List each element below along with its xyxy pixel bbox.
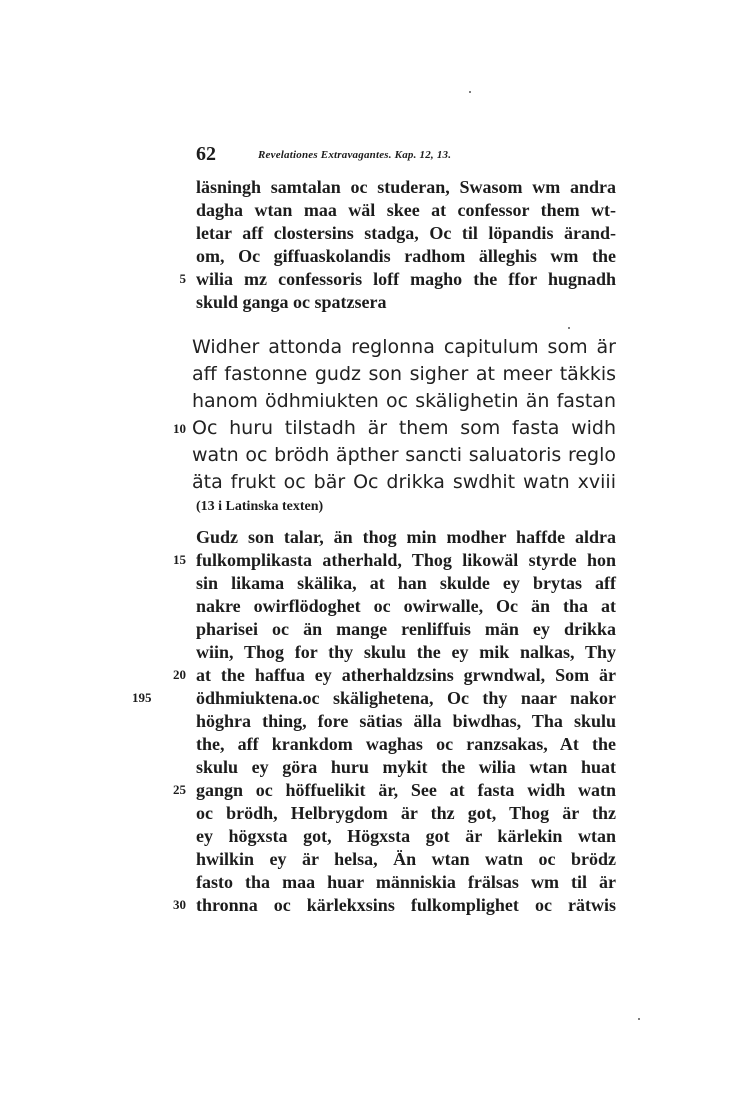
heading-line: Oc huru tilstadh är them som fasta widh bbox=[192, 417, 616, 439]
text-line: Gudz son talar, än thog min modher haffde aldra bbox=[196, 527, 616, 547]
text-line: at the haffua ey atherhaldzsins grwndwal, Som är bbox=[196, 665, 616, 685]
text-line: fasto tha maa huar människia frälsas wm til är bbox=[196, 872, 616, 892]
line-number: 25 bbox=[173, 782, 186, 797]
scan-speck bbox=[568, 327, 570, 329]
text-line: läsningh samtalan oc studeran, Swasom wm andra bbox=[196, 177, 616, 197]
text-line: the, aff krankdom waghas oc ranzsakas, At the bbox=[196, 734, 616, 754]
scan-speck bbox=[469, 91, 471, 93]
line-number: 20 bbox=[173, 667, 186, 682]
page-number: 62 bbox=[196, 143, 216, 165]
line-number: 15 bbox=[173, 552, 186, 567]
line-number: 10 bbox=[173, 421, 186, 436]
running-title: Revelationes Extravagantes. Kap. 12, 13. bbox=[258, 149, 452, 161]
text-line: thronna oc kärlekxsins fulkomplighet oc rätwis bbox=[196, 895, 616, 915]
text-line: om, Oc giffuaskolandis radhom älleghis wm the bbox=[196, 246, 616, 266]
text-line: höghra thing, fore sätias älla biwdhas, Tha skulu bbox=[196, 711, 616, 731]
heading-line: watn oc brödh äpther sancti saluatoris reglo bbox=[192, 444, 616, 466]
text-line: wilia mz confessoris loff magho the ffor hugnadh bbox=[196, 269, 616, 289]
text-line: skulu ey göra huru mykit the wilia wtan huat bbox=[196, 757, 616, 777]
text-line: sin likama skälika, at han skulde ey brytas aff bbox=[196, 573, 616, 593]
margin-reference: 195 bbox=[132, 690, 152, 705]
text-line: ödhmiuktena.oc skälighetena, Oc thy naar nakor bbox=[196, 688, 616, 708]
text-line: ey högxsta got, Högxsta got är kärlekin wtan bbox=[196, 826, 616, 846]
scan-speck bbox=[638, 1018, 640, 1020]
heading-line: aff fastonne gudz son sigher at meer täkkis bbox=[192, 363, 616, 385]
text-line: wiin, Thog for thy skulu the ey mik nalkas, Thy bbox=[196, 642, 616, 662]
text-line: skuld ganga oc spatzsera bbox=[196, 292, 387, 312]
text-line: oc brödh, Helbrygdom är thz got, Thog är thz bbox=[196, 803, 616, 823]
text-line: nakre owirflödoghet oc owirwalle, Oc än tha at bbox=[196, 596, 616, 616]
line-number: 5 bbox=[179, 271, 186, 286]
heading-line: äta frukt oc bär Oc drikka swdhit watn xviii bbox=[192, 471, 616, 493]
page-header bbox=[196, 143, 616, 167]
text-line: fulkomplikasta atherhald, Thog likowäl styrde hon bbox=[196, 550, 616, 570]
heading-line: Widher attonda reglonna capitulum som är bbox=[192, 336, 616, 358]
latin-text-note: (13 i Latinska texten) bbox=[196, 499, 324, 514]
text-line: hwilkin ey är helsa, Än wtan watn oc brödz bbox=[196, 849, 616, 869]
text-line: gangn oc höffuelikit är, See at fasta widh watn bbox=[196, 780, 616, 800]
heading-line: hanom ödhmiukten oc skälighetin än fastan bbox=[192, 390, 616, 412]
text-line: pharisei oc än mange renliffuis män ey drikka bbox=[196, 619, 616, 639]
text-line: dagha wtan maa wäl skee at confessor them wt- bbox=[196, 200, 616, 220]
text-line: letar aff clostersins stadga, Oc til löpandis ärand- bbox=[196, 223, 616, 243]
line-number: 30 bbox=[173, 897, 186, 912]
